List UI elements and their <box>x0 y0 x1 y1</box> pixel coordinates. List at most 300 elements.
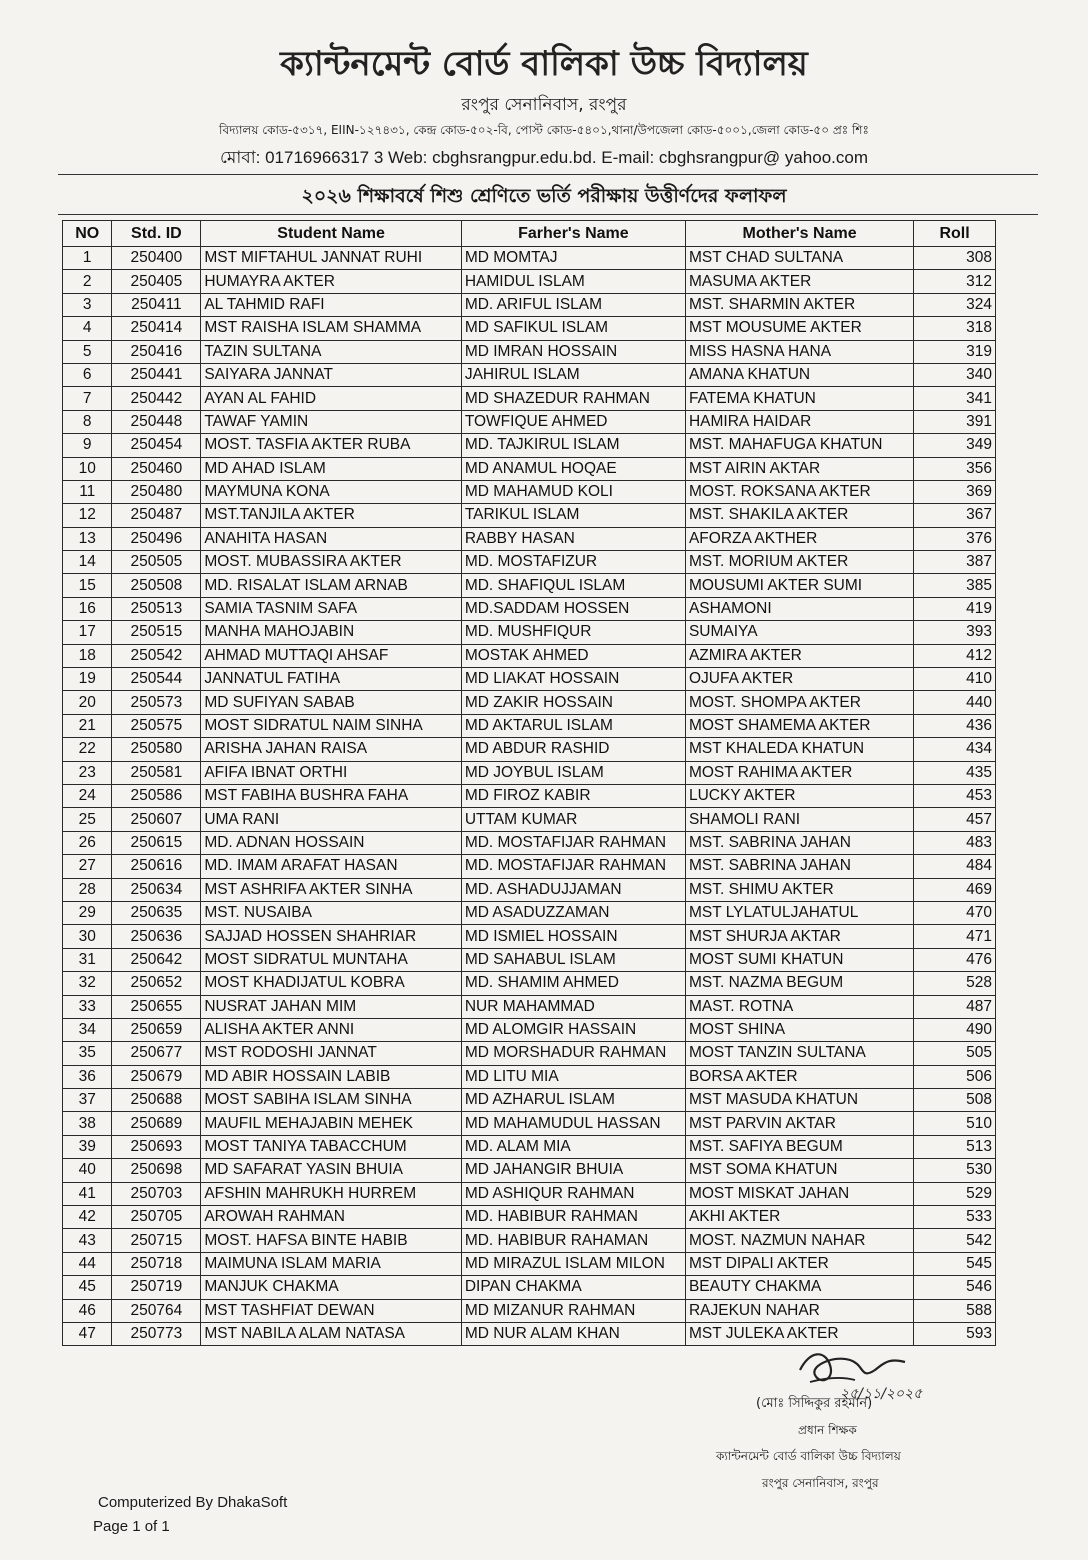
cell-roll: 506 <box>914 1065 996 1088</box>
cell-no: 5 <box>63 340 112 363</box>
column-header: Roll <box>914 221 996 247</box>
cell-no: 41 <box>63 1182 112 1205</box>
cell-std-id: 250442 <box>112 387 201 410</box>
cell-std-id: 250689 <box>112 1112 201 1135</box>
results-table <box>62 220 996 1346</box>
cell-roll: 470 <box>914 901 996 924</box>
table-row <box>63 504 996 527</box>
cell-no: 30 <box>63 925 112 948</box>
cell-roll: 340 <box>914 363 996 386</box>
cell-no: 39 <box>63 1135 112 1158</box>
table-row <box>63 831 996 854</box>
signatory-location: রংপুর সেনানিবাস, রংপুর <box>762 1476 879 1490</box>
cell-student-name: AFSHIN MAHRUKH HURREM <box>201 1182 462 1205</box>
table-row <box>63 1276 996 1299</box>
cell-no: 4 <box>63 317 112 340</box>
cell-student-name: AYAN AL FAHID <box>201 387 462 410</box>
cell-roll: 435 <box>914 761 996 784</box>
column-header: NO <box>63 221 112 247</box>
cell-no: 46 <box>63 1299 112 1322</box>
column-header: Student Name <box>201 221 462 247</box>
cell-std-id: 250693 <box>112 1135 201 1158</box>
cell-student-name: MST RAISHA ISLAM SHAMMA <box>201 317 462 340</box>
cell-no: 20 <box>63 691 112 714</box>
table-row <box>63 761 996 784</box>
table-row <box>63 551 996 574</box>
cell-student-name: MOST SIDRATUL MUNTAHA <box>201 948 462 971</box>
cell-student-name: MST. NUSAIBA <box>201 901 462 924</box>
cell-mother-name: MST SHURJA AKTAR <box>685 925 913 948</box>
cell-mother-name: SHAMOLI RANI <box>685 808 913 831</box>
cell-no: 43 <box>63 1229 112 1252</box>
cell-std-id: 250719 <box>112 1276 201 1299</box>
result-title: ২০২৬ শিক্ষাবর্ষে শিশু শ্রেণিতে ভর্তি পরীক্ষায় উত্তীর্ণদের ফলাফল <box>301 185 787 207</box>
cell-father-name: MD ZAKIR HOSSAIN <box>461 691 685 714</box>
cell-std-id: 250575 <box>112 714 201 737</box>
cell-student-name: MOST TANIYA TABACCHUM <box>201 1135 462 1158</box>
cell-std-id: 250515 <box>112 621 201 644</box>
cell-no: 25 <box>63 808 112 831</box>
cell-mother-name: MOST. NAZMUN NAHAR <box>685 1229 913 1252</box>
cell-student-name: MANJUK CHAKMA <box>201 1276 462 1299</box>
cell-no: 2 <box>63 270 112 293</box>
cell-roll: 391 <box>914 410 996 433</box>
cell-mother-name: AZMIRA AKTER <box>685 644 913 667</box>
cell-father-name: MD JAHANGIR BHUIA <box>461 1159 685 1182</box>
cell-father-name: MD AKTARUL ISLAM <box>461 714 685 737</box>
cell-father-name: MD LIAKAT HOSSAIN <box>461 668 685 691</box>
cell-std-id: 250586 <box>112 784 201 807</box>
cell-father-name: MD. MOSTAFIZUR <box>461 551 685 574</box>
cell-student-name: AFIFA IBNAT ORTHI <box>201 761 462 784</box>
cell-student-name: TAZIN SULTANA <box>201 340 462 363</box>
cell-student-name: UMA RANI <box>201 808 462 831</box>
cell-roll: 312 <box>914 270 996 293</box>
footer-credit: Computerized By DhakaSoft <box>98 1494 288 1511</box>
cell-mother-name: MOST TANZIN SULTANA <box>685 1042 913 1065</box>
cell-mother-name: MST MOUSUME AKTER <box>685 317 913 340</box>
cell-father-name: MD. MOSTAFIJAR RAHMAN <box>461 831 685 854</box>
table-row <box>63 1065 996 1088</box>
cell-student-name: MD ABIR HOSSAIN LABIB <box>201 1065 462 1088</box>
cell-roll: 528 <box>914 972 996 995</box>
cell-father-name: MD ASADUZZAMAN <box>461 901 685 924</box>
cell-student-name: ANAHITA HASAN <box>201 527 462 550</box>
cell-no: 24 <box>63 784 112 807</box>
cell-father-name: HAMIDUL ISLAM <box>461 270 685 293</box>
cell-no: 28 <box>63 878 112 901</box>
cell-roll: 542 <box>914 1229 996 1252</box>
cell-mother-name: MST. SHIMU AKTER <box>685 878 913 901</box>
cell-roll: 505 <box>914 1042 996 1065</box>
cell-student-name: MST MIFTAHUL JANNAT RUHI <box>201 247 462 270</box>
cell-std-id: 250400 <box>112 247 201 270</box>
cell-roll: 385 <box>914 574 996 597</box>
cell-no: 27 <box>63 855 112 878</box>
cell-no: 33 <box>63 995 112 1018</box>
cell-std-id: 250607 <box>112 808 201 831</box>
cell-mother-name: MISS HASNA HANA <box>685 340 913 363</box>
cell-roll: 490 <box>914 1018 996 1041</box>
cell-std-id: 250615 <box>112 831 201 854</box>
cell-father-name: MD ANAMUL HOQAE <box>461 457 685 480</box>
cell-student-name: JANNATUL FATIHA <box>201 668 462 691</box>
cell-no: 6 <box>63 363 112 386</box>
table-row <box>63 1089 996 1112</box>
table-row <box>63 995 996 1018</box>
cell-no: 22 <box>63 738 112 761</box>
cell-std-id: 250505 <box>112 551 201 574</box>
cell-roll: 387 <box>914 551 996 574</box>
school-name: ক্যান্টনমেন্ট বোর্ড বালিকা উচ্চ বিদ্যালয় <box>280 44 808 84</box>
cell-mother-name: OJUFA AKTER <box>685 668 913 691</box>
cell-roll: 457 <box>914 808 996 831</box>
cell-father-name: MD JOYBUL ISLAM <box>461 761 685 784</box>
cell-no: 13 <box>63 527 112 550</box>
cell-father-name: MD. MOSTAFIJAR RAHMAN <box>461 855 685 878</box>
cell-student-name: AL TAHMID RAFI <box>201 293 462 316</box>
cell-roll: 471 <box>914 925 996 948</box>
cell-std-id: 250480 <box>112 480 201 503</box>
cell-std-id: 250405 <box>112 270 201 293</box>
cell-father-name: MD. ASHADUJJAMAN <box>461 878 685 901</box>
cell-no: 26 <box>63 831 112 854</box>
cell-student-name: MD AHAD ISLAM <box>201 457 462 480</box>
cell-mother-name: MASUMA AKTER <box>685 270 913 293</box>
table-row <box>63 247 996 270</box>
table-row <box>63 1018 996 1041</box>
table-body <box>63 247 996 1346</box>
cell-student-name: MAYMUNA KONA <box>201 480 462 503</box>
cell-std-id: 250616 <box>112 855 201 878</box>
cell-roll: 529 <box>914 1182 996 1205</box>
cell-std-id: 250416 <box>112 340 201 363</box>
signatory-role: প্রধান শিক্ষক <box>798 1423 857 1437</box>
cell-no: 19 <box>63 668 112 691</box>
table-row <box>63 293 996 316</box>
cell-student-name: ARISHA JAHAN RAISA <box>201 738 462 761</box>
cell-no: 17 <box>63 621 112 644</box>
cell-roll: 369 <box>914 480 996 503</box>
cell-student-name: MANHA MAHOJABIN <box>201 621 462 644</box>
school-contact: মোবা: 01716966317 3 Web: cbghsrangpur.edu.bd. E-mail: cbghsrangpur@ yahoo.com <box>220 148 868 167</box>
cell-no: 12 <box>63 504 112 527</box>
table-row <box>63 925 996 948</box>
cell-father-name: MD.SADDAM HOSSEN <box>461 597 685 620</box>
cell-father-name: MD. HABIBUR RAHAMAN <box>461 1229 685 1252</box>
cell-student-name: MOST SIDRATUL NAIM SINHA <box>201 714 462 737</box>
cell-no: 44 <box>63 1252 112 1275</box>
cell-roll: 319 <box>914 340 996 363</box>
cell-student-name: MOST SABIHA ISLAM SINHA <box>201 1089 462 1112</box>
cell-father-name: MD ALOMGIR HASSAIN <box>461 1018 685 1041</box>
cell-no: 9 <box>63 434 112 457</box>
cell-mother-name: MST. SHARMIN AKTER <box>685 293 913 316</box>
cell-std-id: 250718 <box>112 1252 201 1275</box>
cell-roll: 483 <box>914 831 996 854</box>
cell-father-name: TARIKUL ISLAM <box>461 504 685 527</box>
cell-std-id: 250411 <box>112 293 201 316</box>
cell-no: 38 <box>63 1112 112 1135</box>
table-row <box>63 878 996 901</box>
cell-no: 42 <box>63 1206 112 1229</box>
signatory-name: (মোঃ সিদ্দিকুর রহমান) <box>756 1396 873 1411</box>
cell-father-name: TOWFIQUE AHMED <box>461 410 685 433</box>
cell-mother-name: HAMIRA HAIDAR <box>685 410 913 433</box>
cell-roll: 513 <box>914 1135 996 1158</box>
cell-mother-name: MST. MAHAFUGA KHATUN <box>685 434 913 457</box>
cell-std-id: 250513 <box>112 597 201 620</box>
cell-student-name: MD. IMAM ARAFAT HASAN <box>201 855 462 878</box>
cell-mother-name: MST CHAD SULTANA <box>685 247 913 270</box>
cell-student-name: MD. ADNAN HOSSAIN <box>201 831 462 854</box>
cell-father-name: MD ABDUR RASHID <box>461 738 685 761</box>
cell-student-name: MST TASHFIAT DEWAN <box>201 1299 462 1322</box>
cell-student-name: MST FABIHA BUSHRA FAHA <box>201 784 462 807</box>
cell-roll: 419 <box>914 597 996 620</box>
cell-roll: 593 <box>914 1322 996 1345</box>
signatory-school: ক্যান্টনমেন্ট বোর্ড বালিকা উচ্চ বিদ্যালয় <box>716 1449 901 1463</box>
cell-std-id: 250677 <box>112 1042 201 1065</box>
cell-roll: 453 <box>914 784 996 807</box>
cell-mother-name: MOST SHAMEMA AKTER <box>685 714 913 737</box>
cell-std-id: 250496 <box>112 527 201 550</box>
cell-no: 47 <box>63 1322 112 1345</box>
cell-std-id: 250580 <box>112 738 201 761</box>
cell-student-name: MST NABILA ALAM NATASA <box>201 1322 462 1345</box>
cell-student-name: HUMAYRA AKTER <box>201 270 462 293</box>
cell-roll: 324 <box>914 293 996 316</box>
cell-roll: 530 <box>914 1159 996 1182</box>
cell-father-name: MD. MUSHFIQUR <box>461 621 685 644</box>
table-row <box>63 387 996 410</box>
cell-roll: 318 <box>914 317 996 340</box>
cell-mother-name: MOUSUMI AKTER SUMI <box>685 574 913 597</box>
cell-no: 15 <box>63 574 112 597</box>
cell-father-name: MD FIROZ KABIR <box>461 784 685 807</box>
cell-student-name: NUSRAT JAHAN MIM <box>201 995 462 1018</box>
cell-father-name: MD MORSHADUR RAHMAN <box>461 1042 685 1065</box>
cell-std-id: 250679 <box>112 1065 201 1088</box>
cell-std-id: 250573 <box>112 691 201 714</box>
table-row <box>63 621 996 644</box>
table-row <box>63 1159 996 1182</box>
table-row <box>63 668 996 691</box>
cell-roll: 484 <box>914 855 996 878</box>
cell-father-name: MD. HABIBUR RAHMAN <box>461 1206 685 1229</box>
cell-roll: 436 <box>914 714 996 737</box>
cell-roll: 341 <box>914 387 996 410</box>
table-row <box>63 363 996 386</box>
table-row <box>63 855 996 878</box>
cell-no: 36 <box>63 1065 112 1088</box>
cell-std-id: 250448 <box>112 410 201 433</box>
cell-roll: 434 <box>914 738 996 761</box>
cell-no: 29 <box>63 901 112 924</box>
table-row <box>63 1252 996 1275</box>
cell-std-id: 250703 <box>112 1182 201 1205</box>
cell-student-name: MAUFIL MEHAJABIN MEHEK <box>201 1112 462 1135</box>
cell-std-id: 250487 <box>112 504 201 527</box>
cell-father-name: MD SAHABUL ISLAM <box>461 948 685 971</box>
cell-std-id: 250454 <box>112 434 201 457</box>
cell-roll: 393 <box>914 621 996 644</box>
table-row <box>63 691 996 714</box>
cell-mother-name: MST DIPALI AKTER <box>685 1252 913 1275</box>
cell-roll: 533 <box>914 1206 996 1229</box>
footer-page-number: Page 1 of 1 <box>93 1518 170 1535</box>
cell-mother-name: MST KHALEDA KHATUN <box>685 738 913 761</box>
cell-mother-name: LUCKY AKTER <box>685 784 913 807</box>
cell-father-name: MD ASHIQUR RAHMAN <box>461 1182 685 1205</box>
table-row <box>63 784 996 807</box>
cell-mother-name: MOST. SHOMPA AKTER <box>685 691 913 714</box>
table-header-row <box>63 221 996 247</box>
table-row <box>63 808 996 831</box>
cell-no: 37 <box>63 1089 112 1112</box>
cell-mother-name: ASHAMONI <box>685 597 913 620</box>
cell-std-id: 250414 <box>112 317 201 340</box>
cell-mother-name: BEAUTY CHAKMA <box>685 1276 913 1299</box>
cell-std-id: 250634 <box>112 878 201 901</box>
cell-mother-name: MST. SHAKILA AKTER <box>685 504 913 527</box>
cell-father-name: MOSTAK AHMED <box>461 644 685 667</box>
cell-mother-name: MST SOMA KHATUN <box>685 1159 913 1182</box>
cell-std-id: 250655 <box>112 995 201 1018</box>
table-row <box>63 410 996 433</box>
cell-student-name: MAIMUNA ISLAM MARIA <box>201 1252 462 1275</box>
cell-student-name: MD SAFARAT YASIN BHUIA <box>201 1159 462 1182</box>
cell-father-name: NUR MAHAMMAD <box>461 995 685 1018</box>
cell-mother-name: MST. SABRINA JAHAN <box>685 831 913 854</box>
signature-date: ২৫/১১/২০২৫ <box>840 1386 923 1402</box>
table-row <box>63 644 996 667</box>
cell-student-name: MD. RISALAT ISLAM ARNAB <box>201 574 462 597</box>
cell-roll: 487 <box>914 995 996 1018</box>
cell-mother-name: MST LYLATULJAHATUL <box>685 901 913 924</box>
cell-student-name: MST ASHRIFA AKTER SINHA <box>201 878 462 901</box>
table-row <box>63 1042 996 1065</box>
cell-mother-name: MOST RAHIMA AKTER <box>685 761 913 784</box>
cell-std-id: 250441 <box>112 363 201 386</box>
cell-no: 32 <box>63 972 112 995</box>
cell-std-id: 250581 <box>112 761 201 784</box>
cell-mother-name: MST. MORIUM AKTER <box>685 551 913 574</box>
cell-no: 18 <box>63 644 112 667</box>
divider-top <box>58 174 1038 175</box>
table-row <box>63 457 996 480</box>
table-row <box>63 1229 996 1252</box>
table-row <box>63 1182 996 1205</box>
table-row <box>63 340 996 363</box>
cell-std-id: 250460 <box>112 457 201 480</box>
cell-roll: 356 <box>914 457 996 480</box>
cell-std-id: 250652 <box>112 972 201 995</box>
cell-mother-name: MST PARVIN AKTAR <box>685 1112 913 1135</box>
cell-roll: 410 <box>914 668 996 691</box>
cell-no: 3 <box>63 293 112 316</box>
table-row <box>63 1112 996 1135</box>
table-row <box>63 527 996 550</box>
cell-father-name: MD SHAZEDUR RAHMAN <box>461 387 685 410</box>
cell-roll: 376 <box>914 527 996 550</box>
school-codes: বিদ্যালয় কোড-৫৩১৭, EIIN-১২৭৪৩১, কেন্দ্র কোড-৫০২-বি, পোস্ট কোড-৫৪০১,থানা/উপজেলা কোড-৫০০১,জেলা কোড-৫০ প্রঃ শিঃ <box>219 123 869 137</box>
cell-student-name: TAWAF YAMIN <box>201 410 462 433</box>
table-row <box>63 317 996 340</box>
cell-no: 16 <box>63 597 112 620</box>
cell-mother-name: SUMAIYA <box>685 621 913 644</box>
cell-mother-name: MOST SHINA <box>685 1018 913 1041</box>
cell-student-name: ALISHA AKTER ANNI <box>201 1018 462 1041</box>
cell-roll: 349 <box>914 434 996 457</box>
divider-bottom <box>58 214 1038 215</box>
cell-std-id: 250698 <box>112 1159 201 1182</box>
cell-student-name: MST.TANJILA AKTER <box>201 504 462 527</box>
cell-father-name: MD NUR ALAM KHAN <box>461 1322 685 1345</box>
cell-std-id: 250705 <box>112 1206 201 1229</box>
cell-no: 31 <box>63 948 112 971</box>
cell-mother-name: MST AIRIN AKTAR <box>685 457 913 480</box>
cell-no: 23 <box>63 761 112 784</box>
cell-mother-name: MOST SUMI KHATUN <box>685 948 913 971</box>
cell-std-id: 250635 <box>112 901 201 924</box>
cell-student-name: MOST. MUBASSIRA AKTER <box>201 551 462 574</box>
table-row <box>63 480 996 503</box>
cell-mother-name: MST MASUDA KHATUN <box>685 1089 913 1112</box>
table-row <box>63 738 996 761</box>
column-header: Mother's Name <box>685 221 913 247</box>
table-row <box>63 270 996 293</box>
cell-father-name: MD ISMIEL HOSSAIN <box>461 925 685 948</box>
cell-father-name: MD MIRAZUL ISLAM MILON <box>461 1252 685 1275</box>
cell-father-name: MD. SHAFIQUL ISLAM <box>461 574 685 597</box>
cell-std-id: 250688 <box>112 1089 201 1112</box>
cell-roll: 476 <box>914 948 996 971</box>
column-header: Farher's Name <box>461 221 685 247</box>
cell-no: 45 <box>63 1276 112 1299</box>
cell-mother-name: RAJEKUN NAHAR <box>685 1299 913 1322</box>
cell-std-id: 250542 <box>112 644 201 667</box>
cell-roll: 588 <box>914 1299 996 1322</box>
cell-no: 34 <box>63 1018 112 1041</box>
cell-mother-name: BORSA AKTER <box>685 1065 913 1088</box>
cell-student-name: SAMIA TASNIM SAFA <box>201 597 462 620</box>
table-row <box>63 1135 996 1158</box>
cell-mother-name: MST. SAFIYA BEGUM <box>685 1135 913 1158</box>
table-row <box>63 434 996 457</box>
cell-father-name: MD MAHAMUD KOLI <box>461 480 685 503</box>
cell-std-id: 250773 <box>112 1322 201 1345</box>
cell-no: 21 <box>63 714 112 737</box>
cell-student-name: MOST. HAFSA BINTE HABIB <box>201 1229 462 1252</box>
cell-student-name: AROWAH RAHMAN <box>201 1206 462 1229</box>
table-row <box>63 574 996 597</box>
cell-std-id: 250764 <box>112 1299 201 1322</box>
cell-std-id: 250544 <box>112 668 201 691</box>
cell-student-name: MOST KHADIJATUL KOBRA <box>201 972 462 995</box>
cell-father-name: MD MAHAMUDUL HASSAN <box>461 1112 685 1135</box>
table-row <box>63 901 996 924</box>
cell-father-name: MD. TAJKIRUL ISLAM <box>461 434 685 457</box>
cell-roll: 510 <box>914 1112 996 1135</box>
cell-student-name: SAJJAD HOSSEN SHAHRIAR <box>201 925 462 948</box>
cell-roll: 367 <box>914 504 996 527</box>
cell-father-name: MD. ARIFUL ISLAM <box>461 293 685 316</box>
cell-father-name: MD AZHARUL ISLAM <box>461 1089 685 1112</box>
cell-mother-name: MOST MISKAT JAHAN <box>685 1182 913 1205</box>
cell-mother-name: MOST. ROKSANA AKTER <box>685 480 913 503</box>
cell-student-name: SAIYARA JANNAT <box>201 363 462 386</box>
